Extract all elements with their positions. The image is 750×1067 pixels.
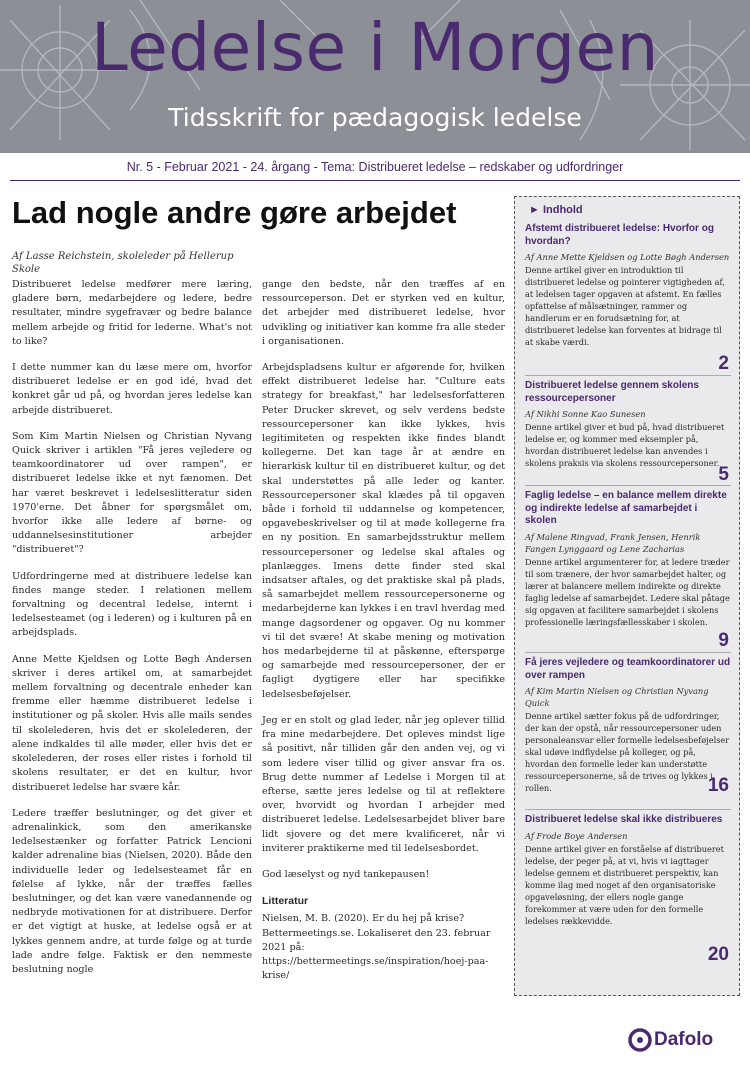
toc-item-description: Denne artikel sætter fokus på de udfordringer, der kan der opstå, når ressourcepersoner uden personaleansvar eller formelle ledelsesbeføjelser skal udøve indflydelse på kolleger, og på, hvordan den formelle leder kan understøtte ressourcepersonerne, så de trives og lykkes i rollen. bbox=[525, 711, 730, 793]
toc-item-authors: Af Nikhi Sonne Kao Sunesen bbox=[525, 409, 646, 419]
paragraph: Udfordringerne med at distribuere ledelse kan findes mange steder. I relationen mellem forvaltning og decentral ledelse, internt i ledelsesteamet (og i lederen) og i kulturen på en arbejdsplads. bbox=[12, 570, 252, 639]
contents-sidebar bbox=[514, 196, 740, 996]
magazine-subtitle: Tidsskrift for pædagogisk ledelse bbox=[168, 103, 582, 132]
toc-item-authors: Af Kim Martin Nielsen og Christian Nyvang Quick bbox=[525, 686, 709, 708]
paragraph: gange den bedste, når den træffes af en ressourceperson. Det er styrken ved en kultur, det arbejder med distribueret ledelse, hvor udvikling og initiativer kan komme fra alle steder i organisationen. bbox=[262, 279, 505, 347]
toc-item-title: Distribueret ledelse gennem skolens ressourcepersoner bbox=[525, 380, 699, 404]
paragraph: Jeg er en stolt og glad leder, når jeg oplever tillid fra mine medarbejdere. Det opleves mindst lige så positivt, når tilliden går den anden vej, og vi som ledere viser tillid og giver ansvar fra os. Brug dette nummer af Ledelse i Morgen til at efterse, sætte jeres ledelse og til at reflektere over, hvorvidt og hvordan I arbejder med distribueret ledelse. Ledelsesarbejdet bliver bare lidt sjovere og det mere kvalificeret, når vi inviterer praktikerne med til ledelsesbordet. bbox=[262, 714, 505, 854]
article-headline: Lad nogle andre gøre arbejdet bbox=[12, 195, 457, 230]
magazine-title: Ledelse i Morgen bbox=[91, 9, 659, 86]
toc-item-page: 2 bbox=[718, 353, 729, 374]
toc-item-title: Faglig ledelse – en balance mellem direkte og indirekte ledelse af samarbejdet i skolen bbox=[525, 490, 727, 526]
toc-item-page: 20 bbox=[707, 944, 729, 965]
literature-reference: Nielsen, M. B. (2020). Er du hej på krise? Bettermeetings.se. Lokaliseret den 23. februar 2021 på: https://bettermeetings.se/inspiration/hoej-paa-krise/ bbox=[262, 913, 491, 982]
article-byline: Af Lasse Reichstein, skoleleder på Hellerup Skole bbox=[12, 251, 234, 275]
toc-item-description: Denne artikel giver en forståelse af distribueret ledelse, der peger på, at vi, hvis vi iagttager ledelse gennem et distribueret perspektiv, kan komme ilag med noget af den organisatoriske opgaveløsning, der ellers nogle gange forekommer at være uden for den formelle ledelses rækkevidde. bbox=[525, 843, 724, 926]
masthead bbox=[0, 0, 750, 153]
toc-item[interactable] bbox=[525, 380, 731, 485]
paragraph: Distribueret ledelse medfører mere læring, gladere børn, medarbejdere og ledere, bedre resultater, mindre sygefravær og bedre balance mellem arbejde og fritid for lederne. What's not to like? bbox=[12, 279, 252, 347]
toc-item[interactable] bbox=[525, 490, 731, 651]
toc-divider bbox=[525, 485, 731, 486]
paragraph: I dette nummer kan du læse mere om, hvorfor distribueret ledelse er en god idé, hvad det konkret går ud på, og hvordan jeres ledelse kan arbejde distribueret. bbox=[12, 362, 252, 416]
toc-item[interactable] bbox=[525, 657, 731, 794]
dafolo-logo-icon bbox=[628, 1027, 652, 1053]
paragraph: God læselyst og nyd tankepausen! bbox=[262, 868, 430, 880]
toc-item-authors: Af Malene Ringvad, Frank Jensen, Henrik Fangen Lynggaard og Lene Zacharias bbox=[525, 531, 701, 554]
toc-item[interactable] bbox=[525, 814, 731, 965]
toc-item[interactable] bbox=[525, 223, 731, 374]
toc-item-authors: Af Frode Boye Andersen bbox=[525, 830, 628, 841]
toc-divider bbox=[525, 652, 731, 653]
toc-item-authors: Af Anne Mette Kjeldsen og Lotte Bøgh Andersen bbox=[525, 252, 730, 262]
issue-line: Nr. 5 - Februar 2021 - 24. årgang - Tema: Distribueret ledelse – redskaber og udfordringer bbox=[126, 160, 624, 174]
toc-item-page: 5 bbox=[718, 464, 729, 485]
paragraph: Anne Mette Kjeldsen og Lotte Bøgh Andersen skriver i deres artikel om, at samarbejdet mellem forvaltning og decentrale enheder kan fremme eller hæmme distribueret ledelse i institutioner og på skoler. Hvis alle mails sendes til skolelederen, hvis det er skolelederen, der alene indkaldes til alle møder, eller hvis det er skolelederen, der roses eller ristes i forhold til skolens resultater, er det en kultur, hvor distribueret ledelse har svære kår. bbox=[12, 653, 252, 793]
toc-item-page: 16 bbox=[707, 775, 729, 796]
article-column-left bbox=[12, 278, 252, 989]
divider bbox=[10, 180, 740, 181]
toc-item-title: Afstemt distribueret ledelse: Hvorfor og hvordan? bbox=[525, 223, 714, 247]
toc-divider bbox=[525, 809, 731, 810]
toc-item-title: Få jeres vejledere og teamkoordinatorer ud over rampen bbox=[525, 657, 731, 681]
toc-item-page: 9 bbox=[718, 630, 729, 651]
paragraph: Arbejdspladsens kultur er afgørende for, hvilken effekt distribueret ledelse har. "Culture eats strategy for breakfast," har ledelsesforfatteren Peter Drucker skrevet, og selv verdens bedste ressourcepersoner kan ikke lykkes, hvis legitimiteten og respekten ikke findes blandt kollegerne. Det kan tage år at ændre en hierarkisk kultur til en distribueret kultur, og det skal understøttes på alle leder og kanter. Ressourcepersoner skal klædes på til opgaven både i forhold til uddannelse og kompetencer, opgavebeskrivelser og til at møde kollegerne fra en ny position. En samarbejdsstruktur mellem ressourcepersoner og ledelse skal aftales og planlægges. Imens dette finder sted skal indsatser aftales, og det praktiske skal på plads, så samarbejdet mellem ressourcepersonerne og medarbejderne kan lykkes i en travl hverdag med mange dagsordener og opgaver. Og nu kommer vi til det svære! At skabe mening og motivation hos medarbejderne til at påskønne, efterspørge og samarbejde med ressourcepersoner, der er fagligt dygtigere eller har specifikke ledelsesbeføjelser. bbox=[262, 362, 505, 700]
article-column-right bbox=[262, 278, 505, 995]
toc-item-description: Denne artikel argumenterer for, at ledere træder til som trænere, der hvor samarbejdet halter, og lærer at balancere mellem indirekte og direkte faglig ledelse af samarbejdet. Ledere skal påtage sig opgaven at facilitere samarbejdet i skolens professionelle læringsfællesskaber i skolen. bbox=[525, 556, 730, 627]
logo-text: Dafolo bbox=[654, 1029, 714, 1050]
toc-item-description: Denne artikel giver en introduktion til distribueret ledelse og pointerer vigtigheden af, at ledelsen tager opgaven at afstemt. En fælles opfattelse af målsætninger, rammer og handlerum er en forudsætning for, at distribueret ledelse kan forventes at bidrage til at skabe værdi. bbox=[525, 265, 725, 347]
contents-heading: ► Indhold bbox=[529, 204, 583, 216]
toc-item-title: Distribueret ledelse skal ikke distribueres bbox=[525, 814, 723, 825]
dafolo-logo bbox=[628, 1027, 743, 1053]
paragraph: Ledere træffer beslutninger, og det giver et adrenalinkick, som den amerikanske ledelsestænker og forfatter Patrick Lencioni kalder adrenaline bias (Nielsen, 2020). Både den individuelle leder og ledelsesteamet får en følelse af lykke, når der træffes fælles beslutninger, og det kan være vanedannende og nedbryde motivationen for at distribuere. Derfor er det vigtigt at huske, at ledelse også er at lykkes gennem andre, at turde følge og at turde lade andre følge. Faktisk er den nemmeste beslutning nogle bbox=[12, 807, 252, 975]
literature-heading: Litteratur bbox=[262, 895, 309, 908]
paragraph: Som Kim Martin Nielsen og Christian Nyvang Quick skriver i artiklen "Få jeres vejledere og teamkoordinatorer ud over rampen", er distribueret ledelse ikke et nyt fænomen. Det har været beskrevet i ledelseslitteratur siden 1970'erne. Det åbner for spørgsmålet om, hvorfor ikke alle ledere af børne- og uddannelsesinstitutioner arbejder "distribueret"? bbox=[12, 430, 252, 556]
toc-divider bbox=[525, 375, 731, 376]
toc-item-description: Denne artikel giver et bud på, hvad distribueret ledelse er, og kommer med eksempler på, hvordan distribueret ledelse kan anvendes i skolens praksis via skolens ressourcepersoner. bbox=[525, 422, 725, 468]
